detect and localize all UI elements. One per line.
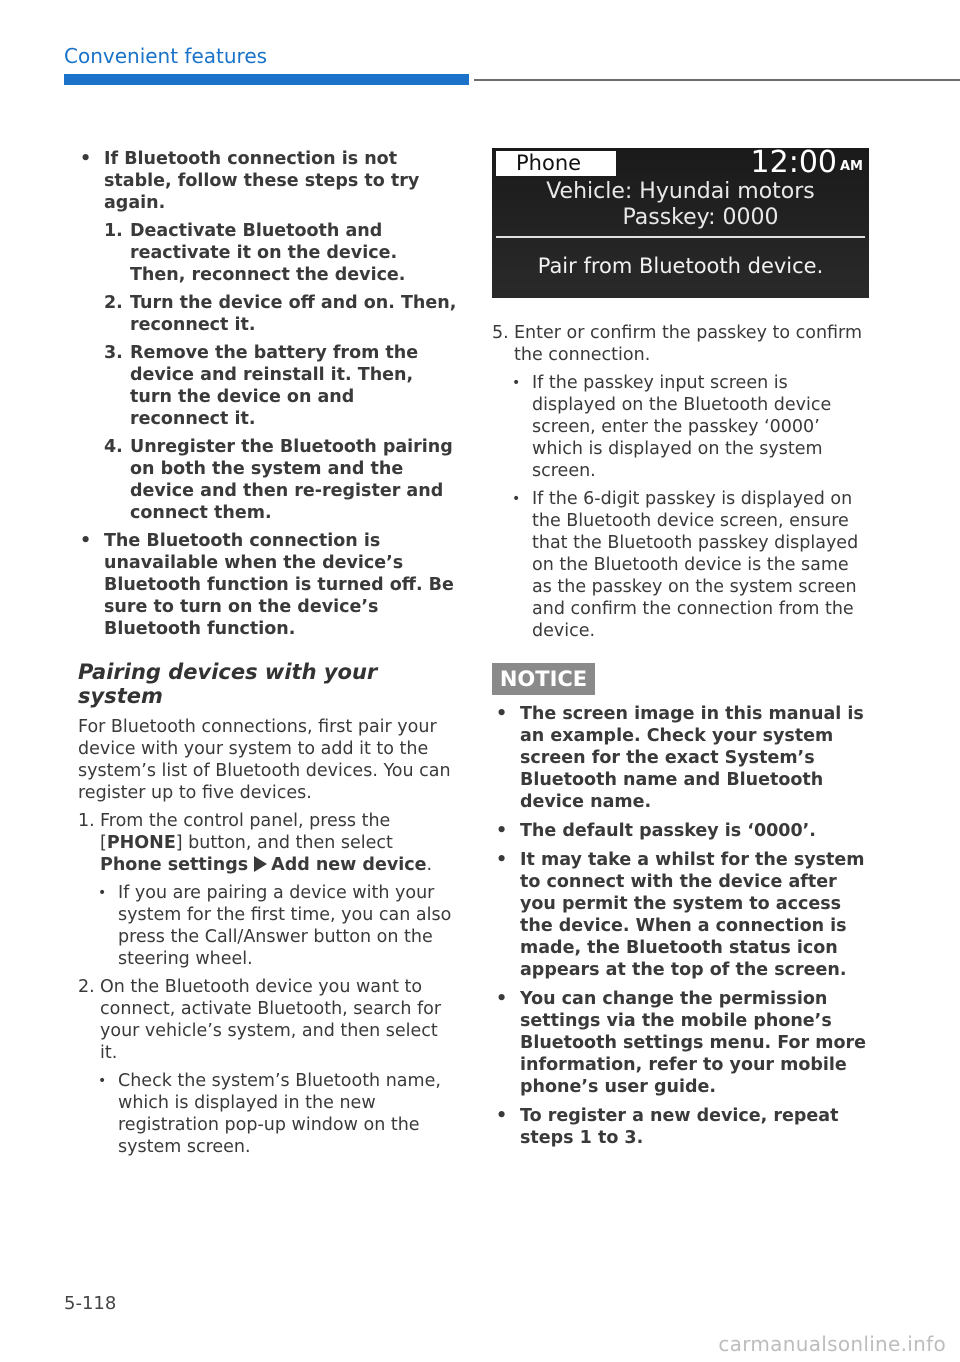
left-column [78, 148, 458, 1164]
pairing-step-1: 1. From the control panel, press the [PHONE] button, and then select Phone settings Add new device. [78, 811, 433, 875]
pairing-step-2-note: • Check the system’s Bluetooth name, which is displayed in the new registration pop-up window on the system screen. [78, 1070, 458, 1158]
pairing-step-5: 5. Enter or confirm the passkey to confirm the connection. [492, 323, 862, 365]
pairing-step-5-note: • If the passkey input screen is displayed on the Bluetooth device screen, enter the passkey ‘0000’ which is displayed on the system screen. [492, 372, 870, 482]
screen-phone-tab: Phone [496, 151, 616, 176]
pairing-step-5-note: • If the 6-digit passkey is displayed on the Bluetooth device screen, ensure that the Bluetooth passkey displayed on the Bluetooth device is the same as the passkey on the system screen and confirm the connection from the device. [492, 488, 870, 642]
section-title: Pairing devices with your system [78, 660, 378, 708]
retry-step: 4. Unregister the Bluetooth pairing on both the system and the device and then re-register and connect them. [104, 437, 453, 523]
screen-passkey: Passkey: 0000 [622, 205, 779, 230]
screen-vehicle-name: Vehicle: Hyundai motors [546, 179, 815, 204]
watermark: carmanualsonline.info [718, 1332, 946, 1356]
screen-pair-message: Pair from Bluetooth device. [537, 254, 824, 278]
screen-clock: 12:00 [750, 145, 837, 180]
notice-badge: NOTICE [492, 663, 595, 695]
screen-ampm: AM [840, 159, 863, 174]
notice-item: • It may take a whilst for the system to connect with the device after you permit the system to access the device. When a connection is made, the Bluetooth status icon appears at the top of the screen. [494, 849, 874, 981]
retry-step: 3. Remove the battery from the device and reinstall it. Then, turn the device on and reconnect it. [104, 343, 419, 429]
tip-unstable-connection: • If Bluetooth connection is not stable, follow these steps to try again. [78, 148, 458, 214]
system-screen-illustration [492, 145, 869, 298]
notice-item: • To register a new device, repeat steps 1 to 3. [494, 1105, 874, 1149]
notice-item: • The screen image in this manual is an example. Check your system screen for the exact System’s Bluetooth name and Bluetooth device name. [494, 703, 874, 813]
retry-step: 2. Turn the device off and on. Then, reconnect it. [104, 293, 457, 335]
notice-item: • The default passkey is ‘0000’. [494, 820, 874, 842]
retry-step: 1. Deactivate Bluetooth and reactivate it on the device. Then, reconnect the device. [104, 221, 406, 285]
intro-paragraph: For Bluetooth connections, first pair your device with your system to add it to the system’s list of Bluetooth devices. You can register up to five devices. [78, 717, 451, 803]
notice-item: • You can change the permission settings via the mobile phone’s Bluetooth settings menu. For more information, refer to your mobile phone’s user guide. [494, 988, 874, 1098]
page-number: 5-118 [64, 1293, 117, 1314]
menu-arrow-icon [254, 856, 267, 872]
screen-divider [496, 236, 865, 238]
pairing-step-1-note: • If you are pairing a device with your system for the first time, you can also press the Call/Answer button on the steering wheel. [78, 882, 458, 970]
pairing-step-2: 2. On the Bluetooth device you want to connect, activate Bluetooth, search for your vehicle’s system, and then select it. [78, 977, 442, 1063]
tip-bluetooth-off: • The Bluetooth connection is unavailable when the device’s Bluetooth function is turned off. Be sure to turn on the device’s Bluetooth function. [78, 530, 458, 640]
section-header-title: Convenient features [64, 44, 268, 68]
notice-list [494, 703, 874, 1156]
right-column [492, 322, 870, 648]
header-rule [474, 79, 960, 81]
header-accent-bar [64, 74, 469, 85]
